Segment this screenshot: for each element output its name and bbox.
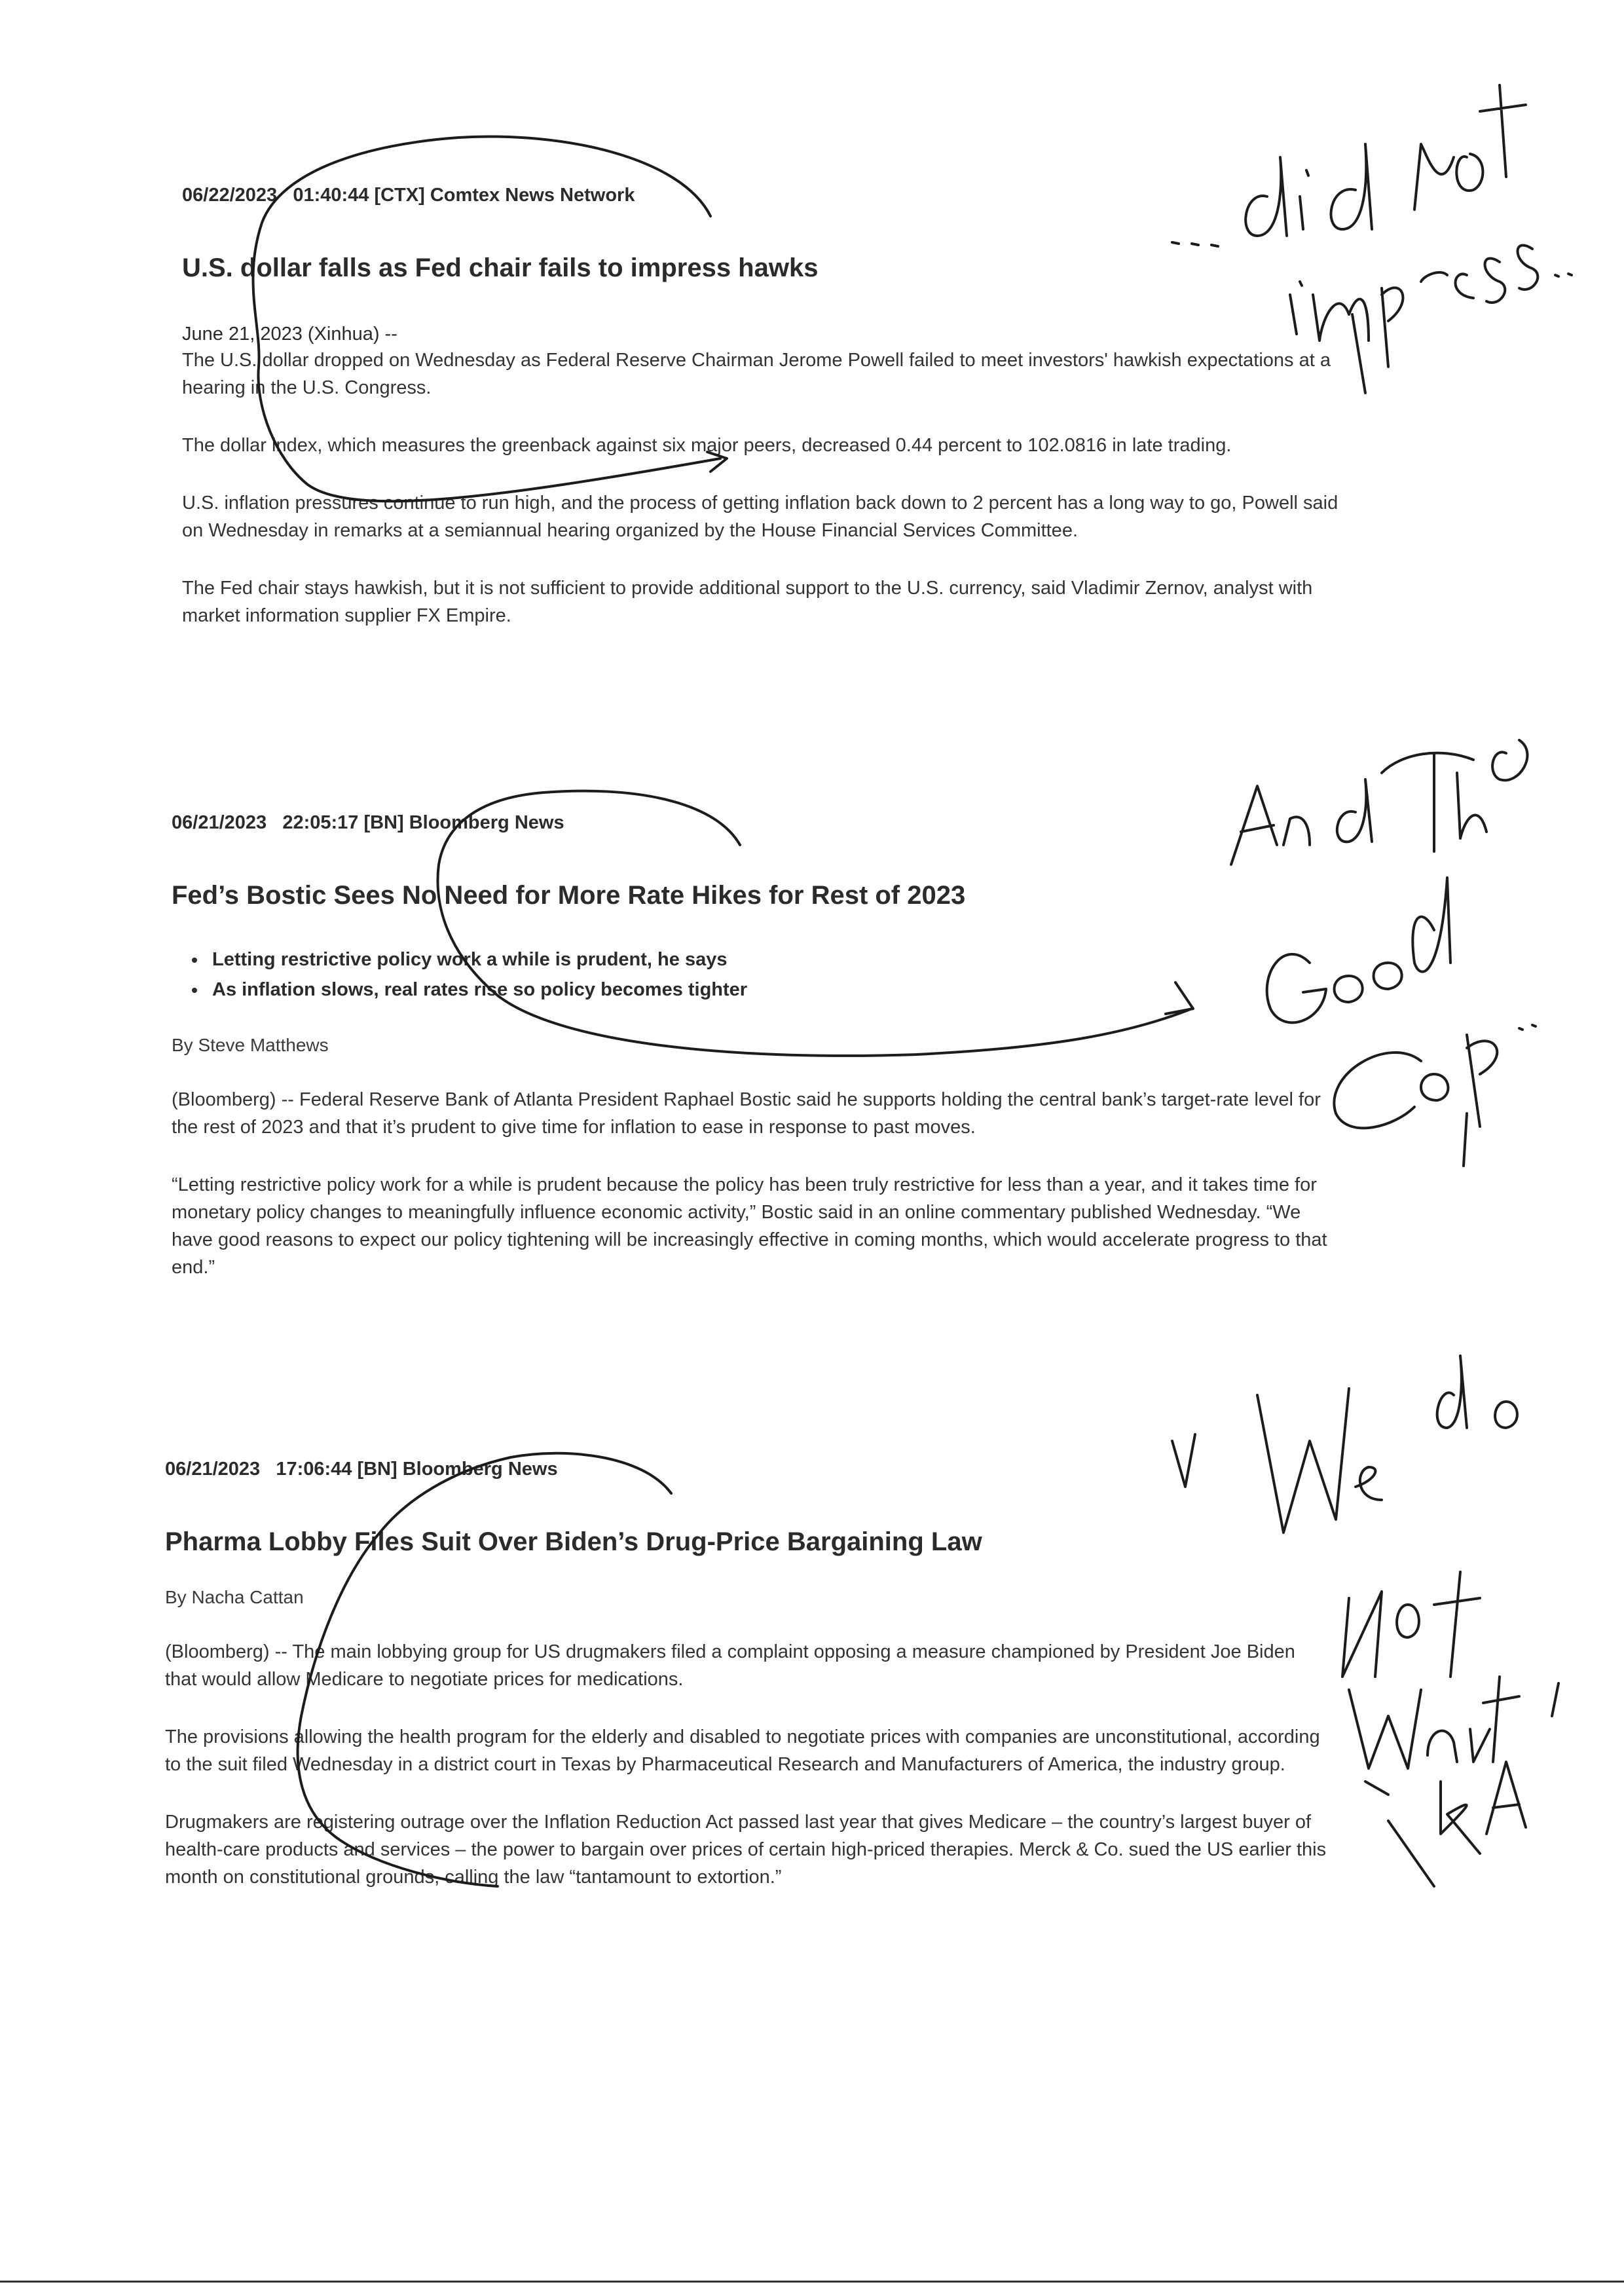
article-1 (182, 185, 1348, 629)
article-dateline: June 21, 2023 (Xinhua) -- (182, 324, 397, 345)
article-3 (165, 1459, 1331, 1891)
article-byline: By Nacha Cattan (165, 1587, 304, 1607)
article-timestamp: 06/21/2023 22:05:17 [BN] Bloomberg News (172, 812, 564, 833)
article-paragraph: (Bloomberg) -- Federal Reserve Bank of Atlanta President Raphael Bostic said he supports holding the central bank’s target-rate level for the rest of 2023 and that it’s prudent to give time for inflation to ease in response to past moves. (172, 1089, 1321, 1138)
article-timestamp: 06/21/2023 17:06:44 [BN] Bloomberg News (165, 1459, 558, 1480)
article-paragraph: The provisions allowing the health program for the elderly and disabled to negotiate prices with companies are unconstitutional, according to the suit filed Wednesday in a district court in Texas by Pharmaceutical Research and Manufacturers of America, the industry group. (165, 1726, 1320, 1775)
article-paragraph: Drugmakers are registering outrage over the Inflation Reduction Act passed last year that gives Medicare – the country’s largest buyer of health-care products and services – the power to bargain over prices of certain high-priced therapies. Merck & Co. sued the US earlier this month on constitutional grounds, calling the law “tantamount to extortion.” (165, 1812, 1327, 1888)
article-byline: By Steve Matthews (172, 1035, 329, 1055)
article-bullets (172, 944, 1337, 1005)
article-paragraph: The dollar index, which measures the greenback against six major peers, decreased 0.44 percent to 102.0816 in late trading. (182, 435, 1232, 456)
article-headline: U.S. dollar falls as Fed chair fails to impress hawks (182, 253, 819, 282)
article-timestamp: 06/22/2023 01:40:44 [CTX] Comtex News Network (182, 185, 635, 206)
bullet-item: • Letting restrictive policy work a while is prudent, he says (207, 944, 1337, 975)
article-headline: Fed’s Bostic Sees No Need for More Rate Hikes for Rest of 2023 (172, 881, 966, 910)
article-paragraph: The Fed chair stays hawkish, but it is not sufficient to provide additional support to the U.S. currency, said Vladimir Zernov, analyst with market information supplier FX Empire. (182, 578, 1313, 626)
bullet-item: • As inflation slows, real rates rise so policy becomes tighter (207, 975, 1337, 1005)
page-bottom-edge (0, 2281, 1624, 2283)
article-2 (172, 812, 1337, 1281)
article-headline: Pharma Lobby Files Suit Over Biden’s Drug-Price Bargaining Law (165, 1527, 982, 1556)
article-paragraph: The U.S. dollar dropped on Wednesday as Federal Reserve Chairman Jerome Powell failed to meet investors' hawkish expectations at a hearing in the U.S. Congress. (182, 350, 1331, 398)
article-paragraph: U.S. inflation pressures continue to run high, and the process of getting inflation back down to 2 percent has a long way to go, Powell said on Wednesday in remarks at a semiannual hearing organized by the House Financial Services Committee. (182, 493, 1338, 541)
article-paragraph: “Letting restrictive policy work for a while is prudent because the policy has been truly restrictive for less than a year, and it takes time for monetary policy changes to meaningfully influence economic activity,” Bostic said in an online commentary published Wednesday. “We have good reasons to expect our policy tightening will be increasingly effective in coming months, which would accelerate progress to that end.” (172, 1174, 1327, 1278)
article-paragraph: (Bloomberg) -- The main lobbying group for US drugmakers filed a complaint opposing a measure championed by President Joe Biden that would allow Medicare to negotiate prices for medications. (165, 1641, 1295, 1690)
